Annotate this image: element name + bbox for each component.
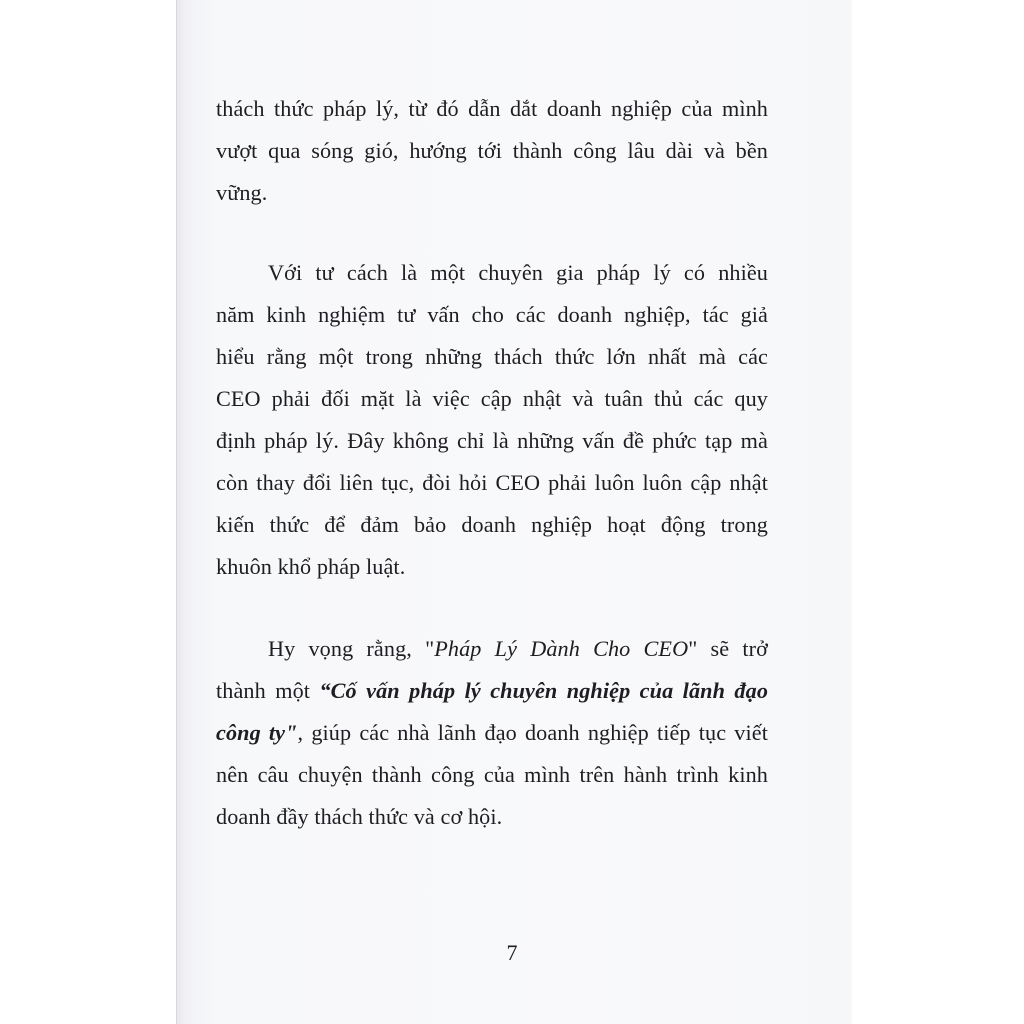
- paragraph-1-line-2: vượt qua sóng gió, hướng tới thành công lâu dài và bền: [216, 138, 768, 163]
- paragraph-3-line-1: [216, 628, 768, 670]
- paragraph-3-line-1-before: Hy vọng rằng, ": [268, 636, 435, 661]
- paragraph-3-line-2-before: thành một: [216, 678, 320, 703]
- paragraph-3-line-3: [216, 712, 768, 754]
- paragraph-2-line-8: khuôn khổ pháp luật.: [216, 554, 406, 579]
- paragraph-1-line-3: vững.: [216, 180, 268, 205]
- paragraph-2: [216, 252, 768, 588]
- paragraph-3-line-4: nên câu chuyện thành công của mình trên hành trình kinh: [216, 762, 768, 787]
- highlight-quote-part-2: công ty": [216, 720, 298, 745]
- paragraph-3-line-5: doanh đầy thách thức và cơ hội.: [216, 804, 503, 829]
- paragraph-2-line-5: định pháp lý. Đây không chỉ là những vấn đề phức tạp mà: [216, 428, 768, 453]
- paragraph-2-line-1: Với tư cách là một chuyên gia pháp lý có nhiều: [268, 260, 768, 285]
- paragraph-1-line-1: thách thức pháp lý, từ đó dẫn dắt doanh nghiệp của mình: [216, 96, 768, 121]
- paragraph-2-line-6: còn thay đổi liên tục, đòi hỏi CEO phải luôn luôn cập nhật: [216, 470, 768, 495]
- paragraph-2-line-2: năm kinh nghiệm tư vấn cho các doanh nghiệp, tác giả: [216, 302, 768, 327]
- paragraph-2-line-7: kiến thức để đảm bảo doanh nghiệp hoạt động trong: [216, 512, 768, 537]
- page-number: 7: [506, 940, 518, 965]
- paragraph-3-line-1-after: " sẽ trở: [688, 636, 768, 661]
- paragraph-3-line-3-after: , giúp các nhà lãnh đạo doanh nghiệp tiếp tục viết: [297, 720, 768, 745]
- paragraph-3-line-2: [216, 670, 768, 712]
- paragraph-2-line-3: hiểu rằng một trong những thách thức lớn nhất mà các: [216, 344, 768, 369]
- paragraph-1: [216, 88, 768, 214]
- paragraph-3: [216, 628, 768, 838]
- book-title: Pháp Lý Dành Cho CEO: [434, 636, 689, 661]
- paragraph-2-line-4: CEO phải đối mặt là việc cập nhật và tuân thủ các quy: [216, 386, 768, 411]
- highlight-quote-part-1: “Cố vấn pháp lý chuyên nghiệp của lãnh đạo: [319, 678, 769, 703]
